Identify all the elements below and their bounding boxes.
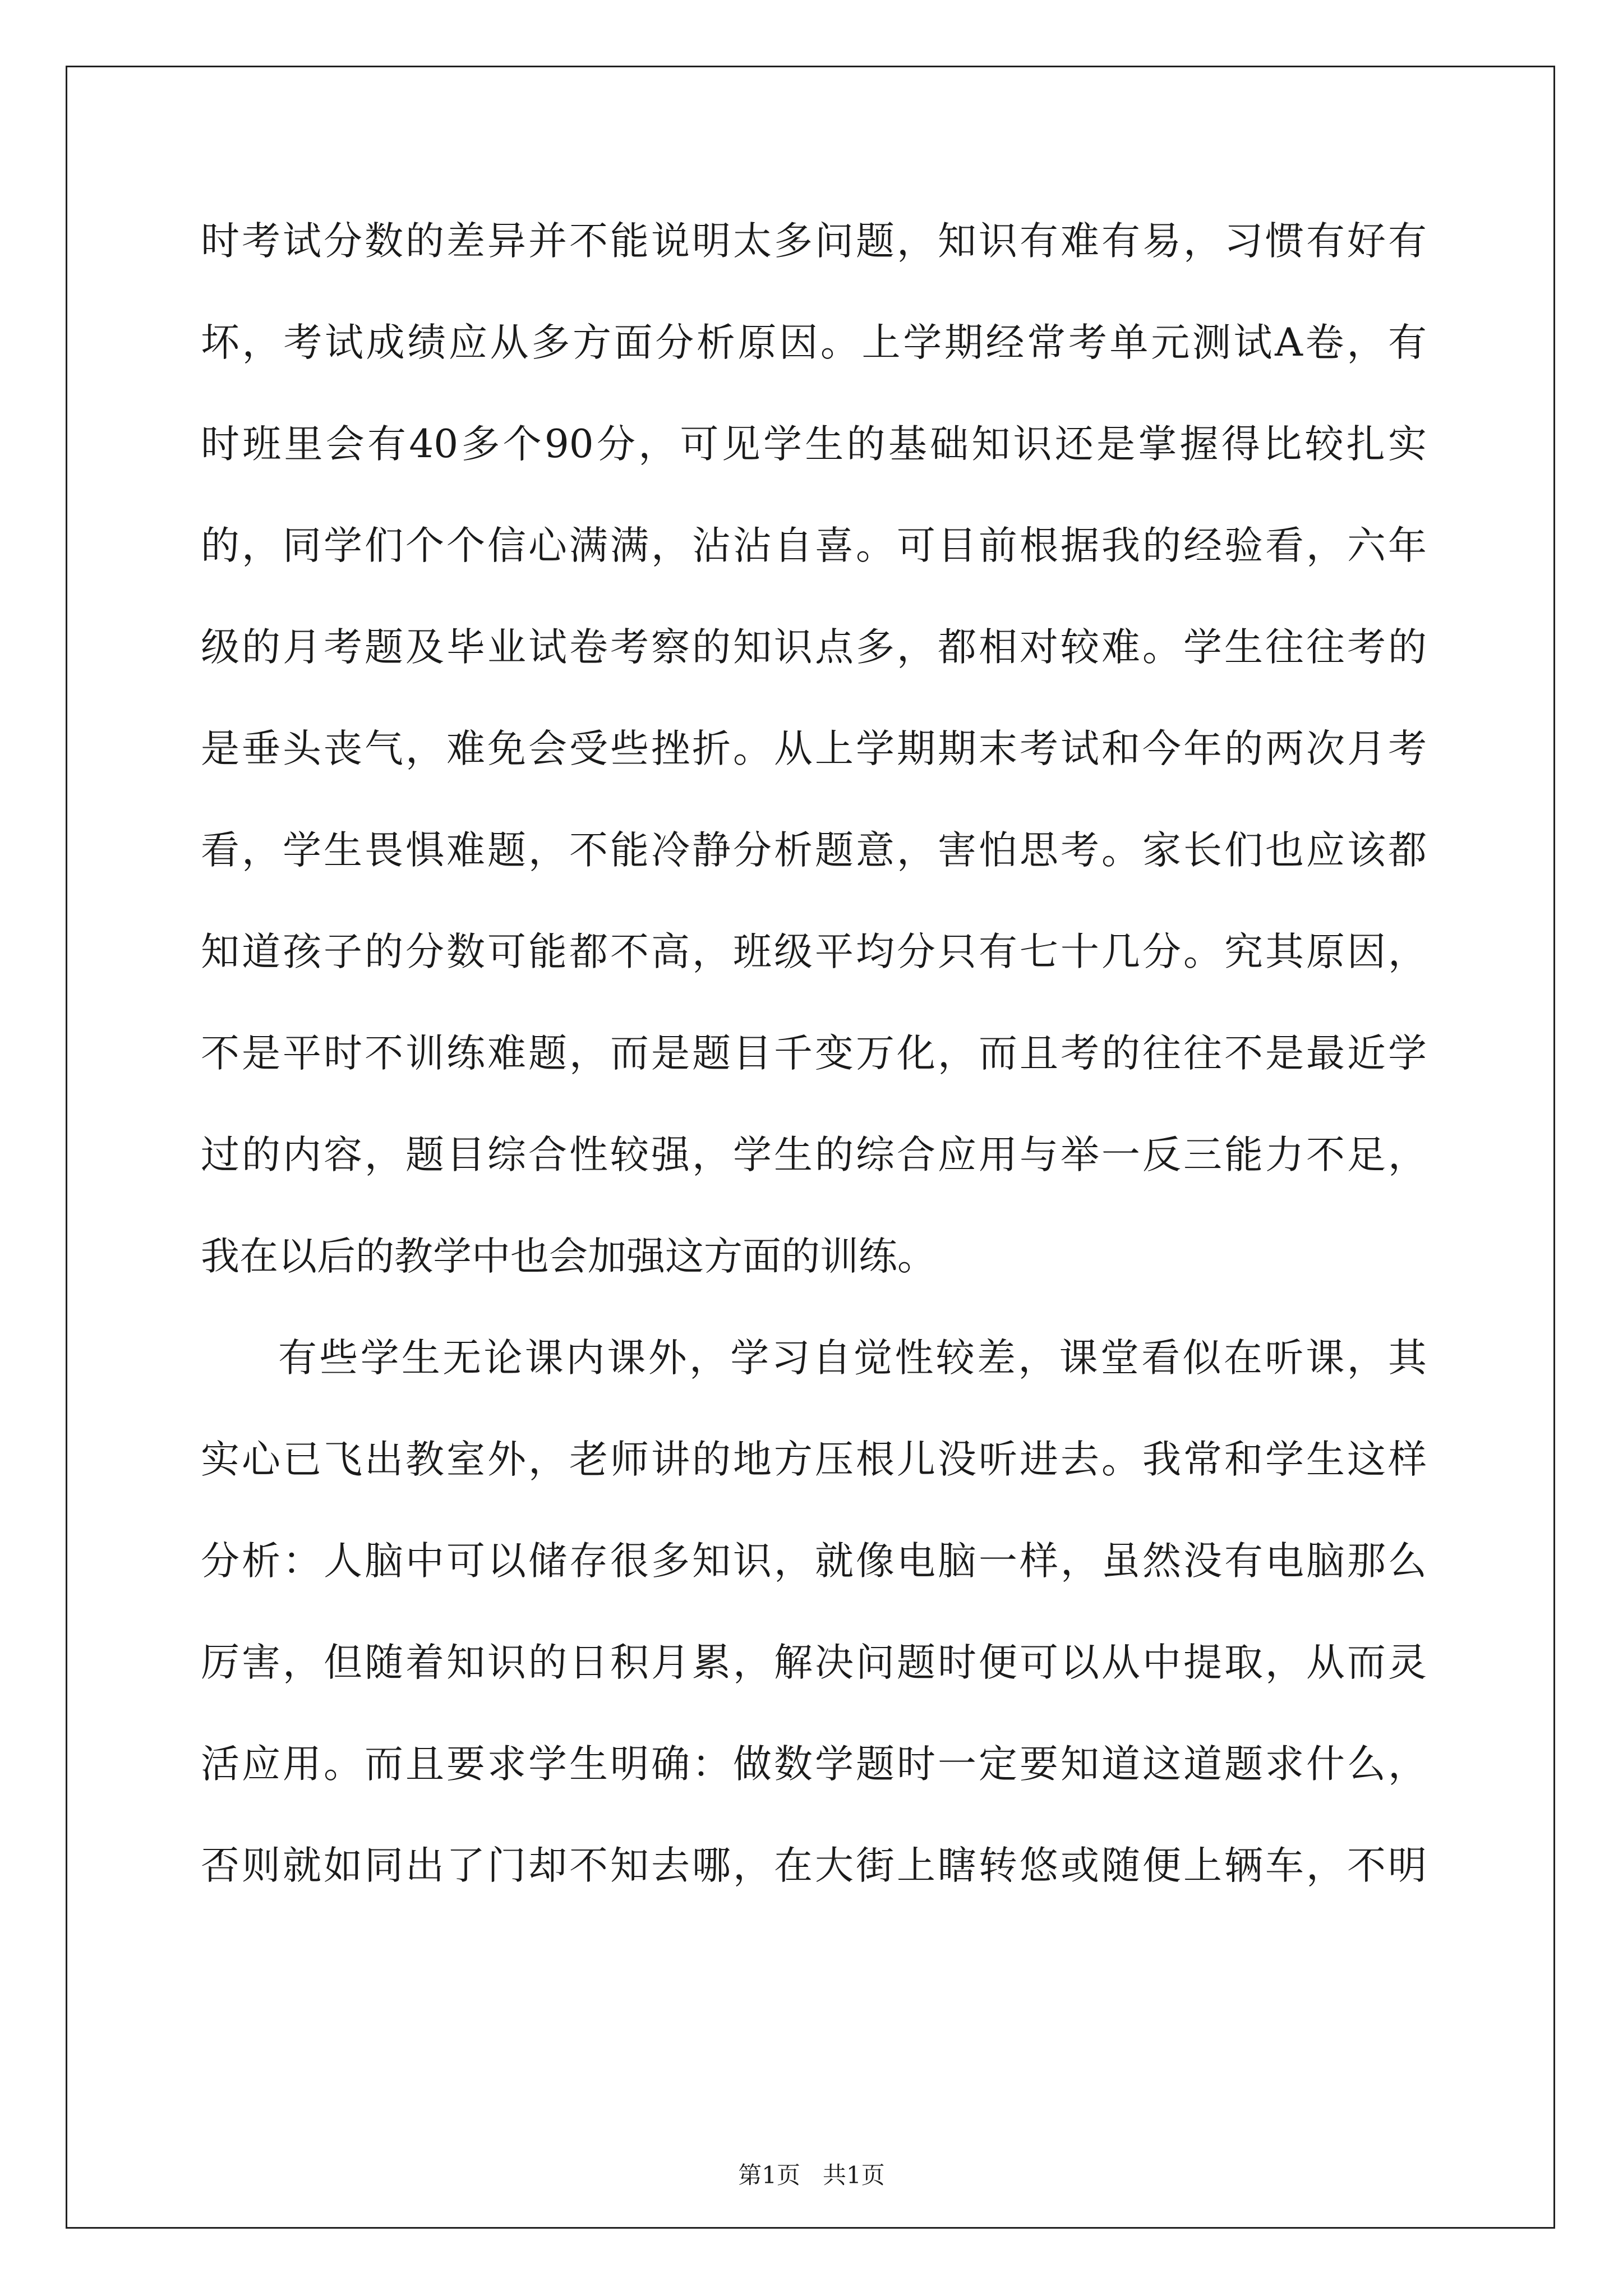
text-line: 否则就如同出了门却不知去哪，在大街上瞎转悠或随便上辆车，不明 [201, 1843, 1427, 1888]
document-body [201, 208, 1427, 1934]
text-line: 的，同学们个个信心满满，沾沾自喜。可目前根据我的经验看，六年 [201, 523, 1427, 568]
text-line: 看，学生畏惧难题，不能冷静分析题意，害怕思考。家长们也应该都 [201, 828, 1427, 873]
text-line: 过的内容，题目综合性较强，学生的综合应用与举一反三能力不足， [201, 1133, 1427, 1177]
text-line: 我在以后的教学中也会加强这方面的训练。 [201, 1234, 936, 1279]
text-line: 时考试分数的差异并不能说明太多问题，知识有难有易，习惯有好有 [201, 219, 1427, 264]
text-line: 不是平时不训练难题，而是题目千变万化，而且考的往往不是最近学 [201, 1031, 1427, 1076]
text-line: 分析：人脑中可以储存很多知识，就像电脑一样，虽然没有电脑那么 [201, 1539, 1427, 1584]
text-line: 实心已飞出教室外，老师讲的地方压根儿没听进去。我常和学生这样 [201, 1437, 1427, 1482]
text-line: 厉害，但随着知识的日积月累，解决问题时便可以从中提取，从而灵 [201, 1640, 1427, 1685]
text-line: 知道孩子的分数可能都不高，班级平均分只有七十几分。究其原因， [201, 930, 1427, 974]
text-line: 有些学生无论课内课外，学习自觉性较差，课堂看似在听课，其 [278, 1336, 1427, 1381]
page-footer: 第1页 共1页 [738, 2161, 885, 2189]
text-line: 活应用。而且要求学生明确：做数学题时一定要知道这道题求什么， [201, 1742, 1427, 1787]
text-line: 是垂头丧气，难免会受些挫折。从上学期期末考试和今年的两次月考 [201, 726, 1427, 771]
text-line: 坏，考试成绩应从多方面分析原因。上学期经常考单元测试A卷，有 [201, 320, 1427, 365]
text-line: 级的月考题及毕业试卷考察的知识点多，都相对较难。学生往往考的 [201, 625, 1427, 670]
text-line: 时班里会有40多个90分，可见学生的基础知识还是掌握得比较扎实 [201, 422, 1427, 467]
